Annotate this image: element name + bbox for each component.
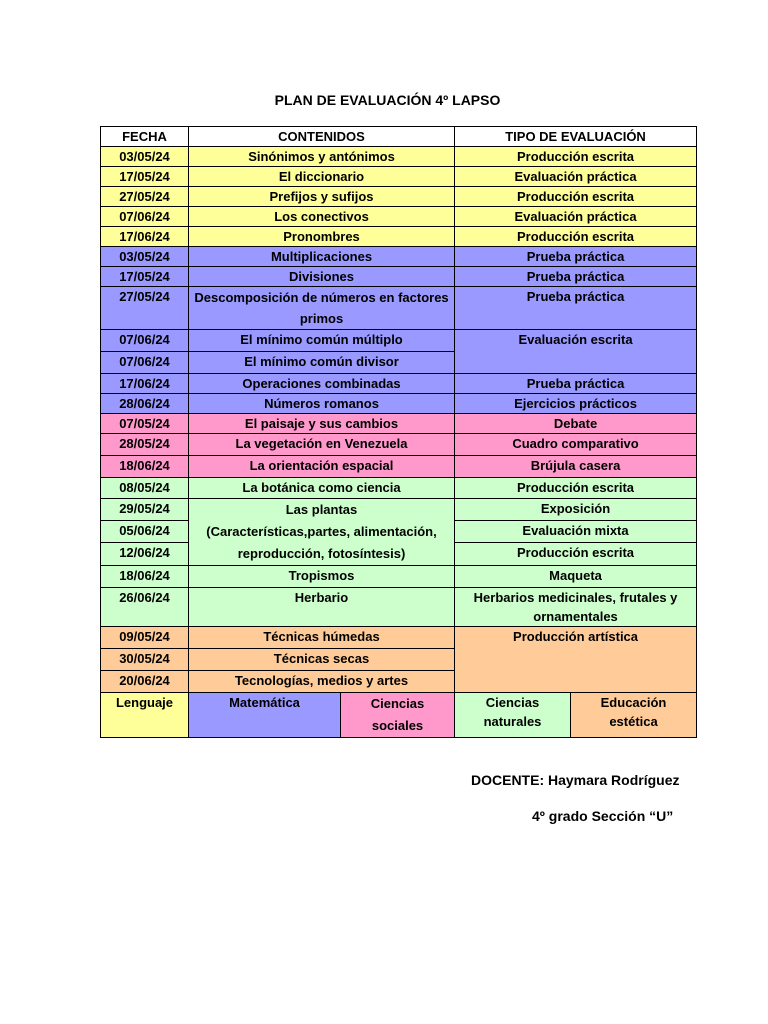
date-cell: 18/06/24 bbox=[101, 566, 189, 588]
date-cell: 28/05/24 bbox=[101, 434, 189, 456]
table-row bbox=[101, 434, 697, 456]
type-cell: Producción escrita bbox=[455, 543, 697, 566]
date-cell: 03/05/24 bbox=[101, 147, 189, 167]
date-cell: 27/05/24 bbox=[101, 187, 189, 207]
legend-lenguaje: Lenguaje bbox=[101, 693, 189, 738]
content-cell: Descomposición de números en factores primos bbox=[189, 287, 455, 330]
date-cell: 26/06/24 bbox=[101, 588, 189, 627]
date-cell: 17/06/24 bbox=[101, 374, 189, 394]
table-row bbox=[101, 478, 697, 499]
legend-naturales: Ciencias naturales bbox=[455, 693, 571, 738]
date-cell: 07/05/24 bbox=[101, 414, 189, 434]
date-cell: 07/06/24 bbox=[101, 352, 189, 374]
type-cell: Producción escrita bbox=[455, 478, 697, 499]
type-cell: Cuadro comparativo bbox=[455, 434, 697, 456]
type-cell: Evaluación mixta bbox=[455, 520, 697, 543]
type-cell: Producción escrita bbox=[455, 147, 697, 167]
legend-matematica bbox=[189, 693, 341, 738]
content-cell: Operaciones combinadas bbox=[189, 374, 455, 394]
type-cell: Debate bbox=[455, 414, 697, 434]
content-cell: Multiplicaciones bbox=[189, 247, 455, 267]
content-cell: Sinónimos y antónimos bbox=[189, 147, 455, 167]
content-cell: Tropismos bbox=[189, 566, 455, 588]
content-cell: Divisiones bbox=[189, 267, 455, 287]
date-cell: 17/05/24 bbox=[101, 167, 189, 187]
content-cell: Técnicas húmedas bbox=[189, 627, 455, 649]
content-cell: El mínimo común divisor bbox=[189, 352, 455, 374]
table-row bbox=[101, 566, 697, 588]
date-cell: 27/05/24 bbox=[101, 287, 189, 330]
legend-sociales: Ciencias sociales bbox=[341, 693, 455, 738]
table-row bbox=[101, 267, 697, 287]
content-cell: La vegetación en Venezuela bbox=[189, 434, 455, 456]
type-cell: Producción escrita bbox=[455, 227, 697, 247]
content-cell: Los conectivos bbox=[189, 207, 455, 227]
date-cell: 30/05/24 bbox=[101, 649, 189, 671]
date-cell: 09/05/24 bbox=[101, 627, 189, 649]
docente-label: DOCENTE: Haymara Rodríguez bbox=[471, 772, 680, 788]
date-cell: 07/06/24 bbox=[101, 207, 189, 227]
type-cell: Maqueta bbox=[455, 566, 697, 588]
type-cell: Prueba práctica bbox=[455, 287, 697, 330]
date-cell: 18/06/24 bbox=[101, 456, 189, 478]
table-row bbox=[101, 394, 697, 414]
type-cell: Producción escrita bbox=[455, 187, 697, 207]
content-cell: El diccionario bbox=[189, 167, 455, 187]
type-cell: Evaluación práctica bbox=[455, 207, 697, 227]
type-cell: Prueba práctica bbox=[455, 247, 697, 267]
content-cell: La botánica como ciencia bbox=[189, 478, 455, 499]
date-cell: 08/05/24 bbox=[101, 478, 189, 499]
content-cell: Prefijos y sufijos bbox=[189, 187, 455, 207]
table-row bbox=[101, 499, 697, 521]
header-tipo: TIPO DE EVALUACIÓN bbox=[455, 127, 697, 147]
table-row bbox=[101, 247, 697, 267]
type-cell: Brújula casera bbox=[455, 456, 697, 478]
grado-label: 4º grado Sección “U” bbox=[532, 808, 674, 824]
date-cell: 05/06/24 bbox=[101, 520, 189, 543]
date-cell: 17/05/24 bbox=[101, 267, 189, 287]
content-cell: El mínimo común múltiplo bbox=[189, 330, 455, 352]
table-row bbox=[101, 456, 697, 478]
date-cell: 28/06/24 bbox=[101, 394, 189, 414]
content-line: Las plantas bbox=[285, 502, 358, 517]
header-fecha: FECHA bbox=[101, 127, 189, 147]
table-row bbox=[101, 207, 697, 227]
table-row bbox=[101, 588, 697, 627]
table-row bbox=[101, 330, 697, 352]
table-row bbox=[101, 287, 697, 330]
content-cell: Pronombres bbox=[189, 227, 455, 247]
table-row bbox=[101, 187, 697, 207]
page-title: PLAN DE EVALUACIÓN 4º LAPSO bbox=[274, 92, 501, 108]
table-row bbox=[101, 374, 697, 394]
content-line: (Características,partes, alimentación, bbox=[206, 524, 437, 539]
content-cell: Tecnologías, medios y artes bbox=[189, 671, 455, 693]
content-cell: Herbario bbox=[189, 588, 455, 627]
evaluation-plan-table bbox=[100, 126, 697, 738]
date-cell: 07/06/24 bbox=[101, 330, 189, 352]
type-cell: Prueba práctica bbox=[455, 374, 697, 394]
type-cell: Herbarios medicinales, frutales y ornamentales bbox=[455, 588, 697, 627]
content-line: reproducción, fotosíntesis) bbox=[237, 546, 406, 561]
table-row bbox=[101, 414, 697, 434]
content-cell: Números romanos bbox=[189, 394, 455, 414]
type-cell-merged: Evaluación escrita bbox=[455, 330, 697, 374]
table-row bbox=[101, 147, 697, 167]
content-cell: El paisaje y sus cambios bbox=[189, 414, 455, 434]
legend-matematica-label: Matemática bbox=[229, 695, 300, 710]
date-cell: 03/05/24 bbox=[101, 247, 189, 267]
legend-row bbox=[101, 693, 697, 738]
legend-estetica: Educación estética bbox=[571, 693, 697, 738]
table-row bbox=[101, 167, 697, 187]
table-header-row bbox=[101, 127, 697, 147]
header-contenidos: CONTENIDOS bbox=[189, 127, 455, 147]
content-cell-merged bbox=[189, 499, 455, 566]
type-cell: Prueba práctica bbox=[455, 267, 697, 287]
date-cell: 29/05/24 bbox=[101, 499, 189, 521]
type-cell: Ejercicios prácticos bbox=[455, 394, 697, 414]
content-cell: La orientación espacial bbox=[189, 456, 455, 478]
type-cell: Exposición bbox=[455, 499, 697, 521]
date-cell: 17/06/24 bbox=[101, 227, 189, 247]
type-cell-merged: Producción artística bbox=[455, 627, 697, 693]
date-cell: 20/06/24 bbox=[101, 671, 189, 693]
table-row bbox=[101, 227, 697, 247]
content-cell: Técnicas secas bbox=[189, 649, 455, 671]
table-row bbox=[101, 627, 697, 649]
type-cell: Evaluación práctica bbox=[455, 167, 697, 187]
date-cell: 12/06/24 bbox=[101, 543, 189, 566]
